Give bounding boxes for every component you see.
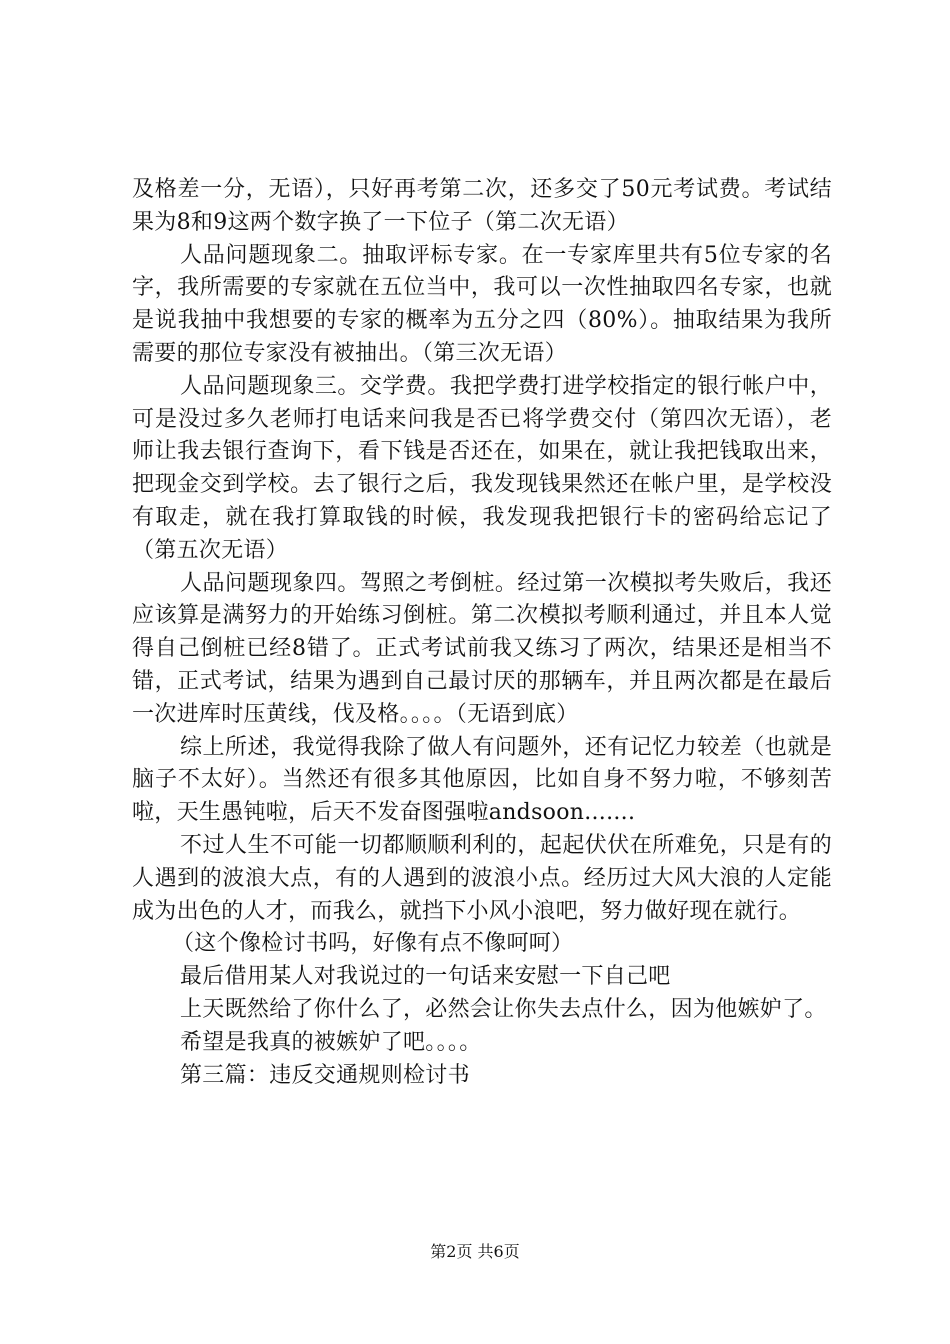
paragraph-phenomenon-three: 人品问题现象三。交学费。我把学费打进学校指定的银行帐户中，可是没过多久老师打电话来问我是否已将学费交付（第四次无语），老师让我去银行查询下，看下钱是否还在，如果在，就让我把钱取出来，把现金交到学校。去了银行之后，我发现钱果然还在帐户里，是学校没有取走，就在我打算取钱的时候，我发现我把银行卡的密码给忘记了（第五次无语） xyxy=(132,373,832,563)
page-footer: 第2页 共6页 xyxy=(430,1242,520,1261)
paragraph-quote-intro: 最后借用某人对我说过的一句话来安慰一下自己吧 xyxy=(180,964,671,990)
paragraph-phenomenon-two: 人品问题现象二。抽取评标专家。在一专家库里共有5位专家的名字，我所需要的专家就在五位当中，我可以一次性抽取四名专家，也就是说我抽中我想要的专家的概率为五分之四（80%）。抽取结果为我所需要的那位专家没有被抽出。（第三次无语） xyxy=(132,242,832,366)
section-heading: 第三篇：违反交通规则检讨书 xyxy=(180,1062,470,1088)
paragraph-reflection: 不过人生不可能一切都顺顺利利的，起起伏伏在所难免，只是有的人遇到的波浪大点，有的人遇到的波浪小点。经历过大风大浪的人定能成为出色的人才，而我么，就挡下小风小浪吧，努力做好现在就行。 xyxy=(132,832,832,924)
paragraph-phenomenon-four: 人品问题现象四。驾照之考倒桩。经过第一次模拟考失败后，我还应该算是满努力的开始练习倒桩。第二次模拟考顺利通过，并且本人觉得自己倒桩已经8错了。正式考试前我又练习了两次，结果还是相当不错，正式考试，结果为遇到自己最讨厌的那辆车，并且两次都是在最后一次进库时压黄线，伐及格。。。。（无语到底） xyxy=(132,570,832,727)
paragraph-quote: 上天既然给了你什么了，必然会让你失去点什么，因为他嫉妒了。 xyxy=(180,996,827,1022)
paragraph-aside: （这个像检讨书吗，好像有点不像呵呵） xyxy=(172,931,574,957)
document-body xyxy=(132,174,832,1092)
paragraph-continuation: 及格差一分，无语），只好再考第二次，还多交了50元考试费。考试结果为8和9这两个数字换了一下位子（第二次无语） xyxy=(132,177,832,235)
paragraph-hope: 希望是我真的被嫉妒了吧。。。。 xyxy=(180,1029,482,1055)
paragraph-summary: 综上所述，我觉得我除了做人有问题外，还有记忆力较差（也就是脑子不太好）。当然还有很多其他原因，比如自身不努力啦，不够刻苦啦，天生愚钝啦，后天不发奋图强啦andsoon....... xyxy=(132,734,832,826)
